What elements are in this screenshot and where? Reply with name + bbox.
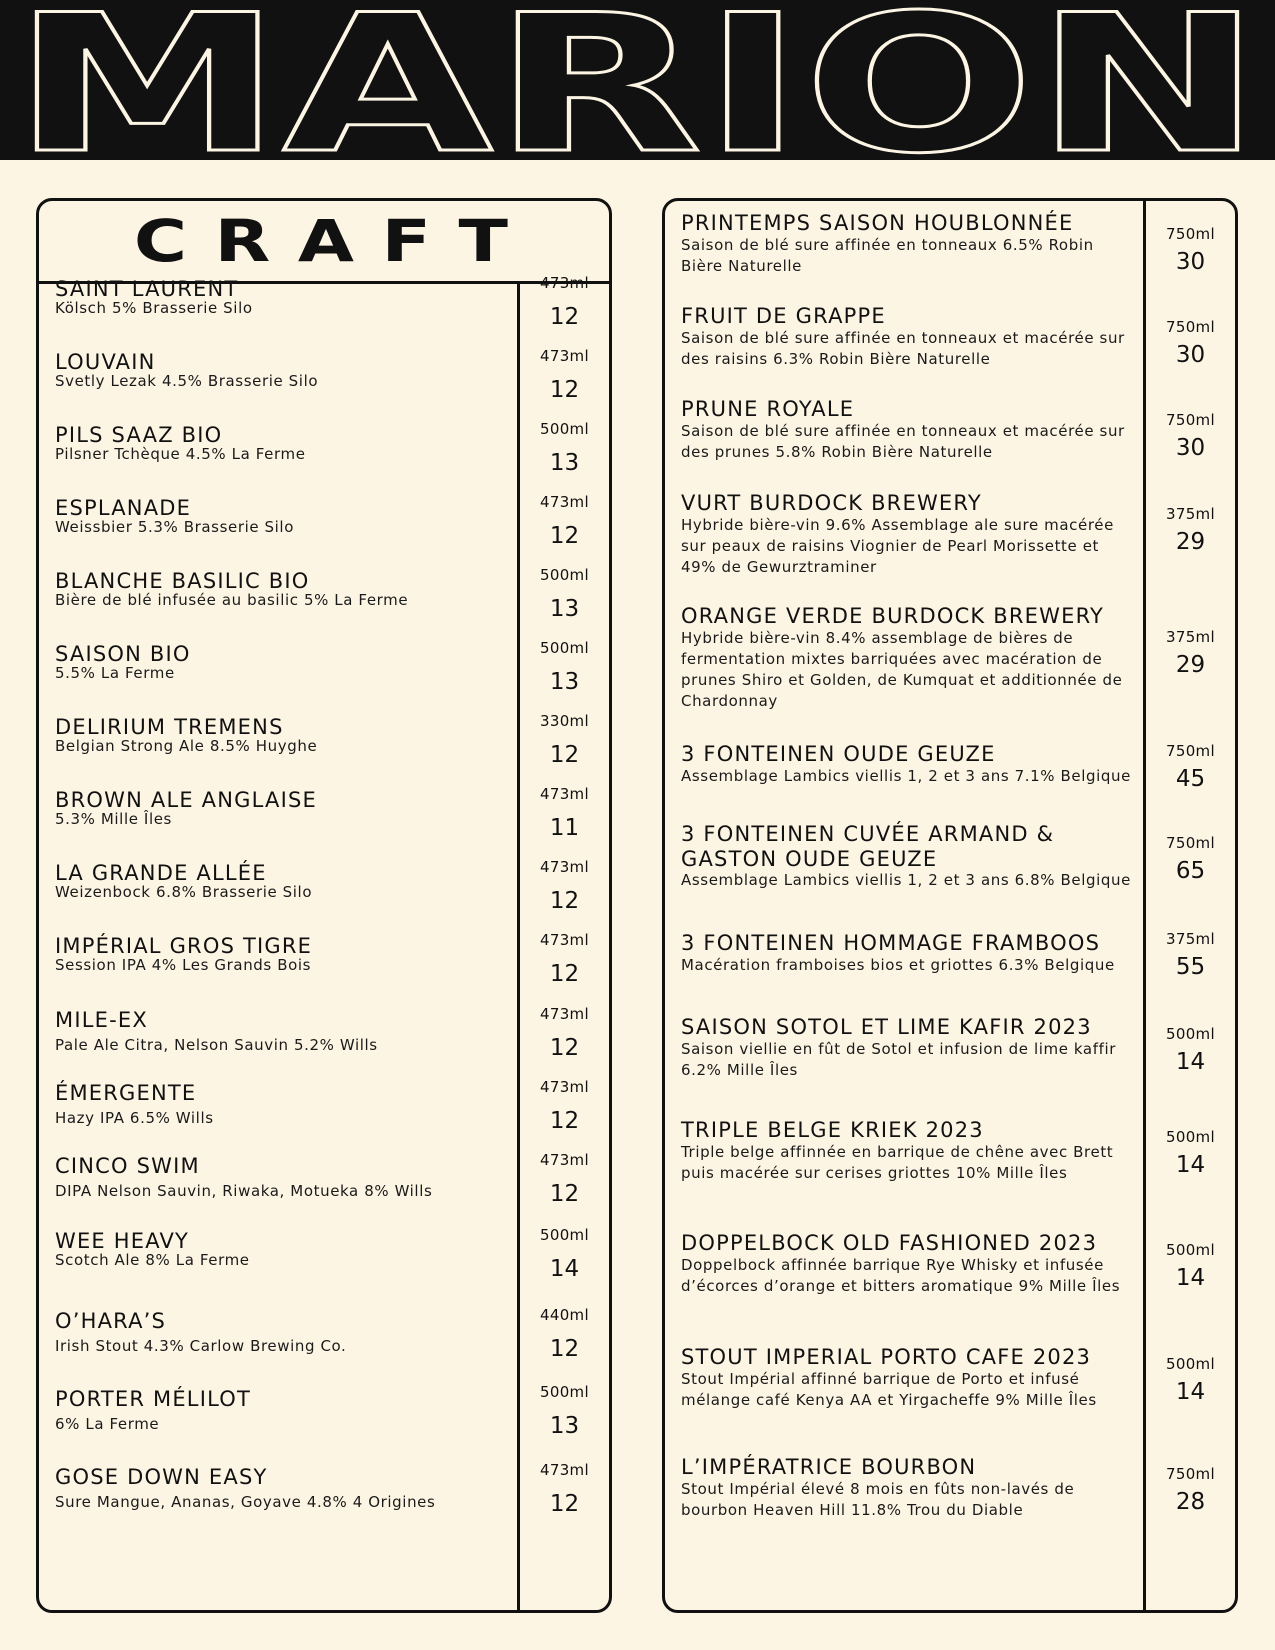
beer-description: Kölsch 5% Brasserie Silo <box>55 299 253 317</box>
beer-description: Saison de blé sure affinée en tonneaux et macérée sur des raisins 6.3% Robin Bière Naturelle <box>681 329 1125 368</box>
beer-name: PORTER MÉLILOT <box>55 1387 252 1411</box>
beer-name: CINCO SWIM <box>55 1154 200 1178</box>
beer-name: TRIPLE BELGE KRIEK 2023 <box>681 1118 984 1142</box>
beer-description: Stout Impérial élevé 8 mois en fûts non-lavés de bourbon Heaven Hill 11.8% Trou du Diable <box>681 1480 1075 1519</box>
volume-label: 750ml <box>1166 411 1215 429</box>
volume-label: 473ml <box>540 931 589 949</box>
volume-label: 473ml <box>540 1005 589 1023</box>
beer-description: Saison de blé sure affinée en tonneaux et macérée sur des prunes 5.8% Robin Bière Naturelle <box>681 422 1125 461</box>
beer-name: PILS SAAZ BIO <box>55 423 223 447</box>
price-label: 12 <box>549 888 580 914</box>
price-label: 28 <box>1175 1489 1206 1515</box>
beer-description: Belgian Strong Ale 8.5% Huyghe <box>55 737 318 755</box>
craft-header <box>39 201 609 284</box>
beer-description: Pilsner Tchèque 4.5% La Ferme <box>55 445 306 463</box>
brand-logo <box>0 0 1275 160</box>
beer-name: 3 FONTEINEN CUVÉE ARMAND & GASTON OUDE GEUZE <box>681 822 1055 871</box>
price-label: 12 <box>549 377 580 403</box>
price-label: 12 <box>549 523 580 549</box>
beer-name: DOPPELBOCK OLD FASHIONED 2023 <box>681 1231 1098 1255</box>
beer-description: 5.3% Mille Îles <box>55 810 172 828</box>
price-label: 12 <box>549 1181 580 1207</box>
volume-label: 473ml <box>540 347 589 365</box>
volume-label: 500ml <box>540 566 589 584</box>
price-label: 13 <box>549 669 580 695</box>
volume-label: 500ml <box>1166 1355 1215 1373</box>
beer-description: Hybride bière-vin 8.4% assemblage de bières de fermentation mixtes barriquées avec macération de prunes Shiro et Golden, de Kumquat et additionnée de Chardonnay <box>681 629 1123 710</box>
volume-label: 500ml <box>540 639 589 657</box>
price-label: 13 <box>549 450 580 476</box>
price-label: 29 <box>1175 529 1206 555</box>
beer-name: DELIRIUM TREMENS <box>55 715 284 739</box>
beer-name: IMPÉRIAL GROS TIGRE <box>55 934 313 958</box>
price-label: 13 <box>549 596 580 622</box>
volume-label: 500ml <box>540 420 589 438</box>
brand-name: MARION <box>12 0 1262 160</box>
beer-description: Weissbier 5.3% Brasserie Silo <box>55 518 294 536</box>
beer-description: Svetly Lezak 4.5% Brasserie Silo <box>55 372 319 390</box>
beer-description: Assemblage Lambics viellis 1, 2 et 3 ans 6.8% Belgique <box>681 871 1131 889</box>
section-title: CRAFT <box>134 207 536 275</box>
beer-description: Scotch Ale 8% La Ferme <box>55 1251 250 1269</box>
volume-label: 473ml <box>540 1461 589 1479</box>
price-label: 29 <box>1175 652 1206 678</box>
beer-description: Hybride bière-vin 9.6% Assemblage ale sure macérée sur peaux de raisins Viognier de Pearl Morissette et 49% de Gewurztraminer <box>681 516 1114 576</box>
volume-label: 330ml <box>540 712 589 730</box>
price-label: 11 <box>549 815 580 841</box>
beer-name: LA GRANDE ALLÉE <box>55 861 267 885</box>
beer-name: MILE-EX <box>55 1008 148 1032</box>
volume-label: 473ml <box>540 1078 589 1096</box>
price-label: 30 <box>1175 342 1206 368</box>
beer-description: Saison de blé sure affinée en tonneaux 6.5% Robin Bière Naturelle <box>681 236 1094 275</box>
beer-name: VURT BURDOCK BREWERY <box>681 491 982 515</box>
price-label: 12 <box>549 1035 580 1061</box>
price-label: 14 <box>1175 1152 1206 1178</box>
price-label: 14 <box>549 1256 580 1282</box>
price-label: 30 <box>1175 249 1206 275</box>
volume-label: 750ml <box>1166 834 1215 852</box>
beer-name: L’IMPÉRATRICE BOURBON <box>681 1455 977 1479</box>
volume-label: 440ml <box>540 1306 589 1324</box>
volume-label: 473ml <box>540 274 589 292</box>
beer-name: WEE HEAVY <box>55 1229 190 1253</box>
volume-label: 375ml <box>1166 628 1215 646</box>
brand-banner <box>0 0 1275 160</box>
volume-label: 500ml <box>1166 1241 1215 1259</box>
beer-description: Stout Impérial affinné barrique de Porto et infusé mélange café Kenya AA et Yirgacheffe 9% Mille Îles <box>681 1370 1097 1409</box>
volume-label: 473ml <box>540 785 589 803</box>
beer-description: Macération framboises bios et griottes 6.3% Belgique <box>681 956 1115 974</box>
beer-name: STOUT IMPERIAL PORTO CAFE 2023 <box>681 1345 1092 1369</box>
price-label: 65 <box>1175 858 1206 884</box>
beer-name: ÉMERGENTE <box>55 1081 197 1105</box>
beer-name: ESPLANADE <box>55 496 192 520</box>
beer-description: Pale Ale Citra, Nelson Sauvin 5.2% Wills <box>55 1036 378 1054</box>
beer-name: PRUNE ROYALE <box>681 397 855 421</box>
beer-description: Weizenbock 6.8% Brasserie Silo <box>55 883 313 901</box>
volume-label: 750ml <box>1166 318 1215 336</box>
volume-label: 750ml <box>1166 742 1215 760</box>
volume-label: 750ml <box>1166 225 1215 243</box>
price-label: 14 <box>1175 1265 1206 1291</box>
volume-label: 500ml <box>1166 1025 1215 1043</box>
price-label: 12 <box>549 742 580 768</box>
volume-label: 375ml <box>1166 930 1215 948</box>
price-label: 12 <box>549 304 580 330</box>
price-label: 30 <box>1175 435 1206 461</box>
beer-description: 5.5% La Ferme <box>55 664 175 682</box>
beer-name: LOUVAIN <box>55 350 156 374</box>
beer-description: Hazy IPA 6.5% Wills <box>55 1109 214 1127</box>
beer-description: Triple belge affinnée en barrique de chêne avec Brett puis macérée sur cerises griottes 10% Mille Îles <box>681 1143 1114 1182</box>
volume-label: 750ml <box>1166 1465 1215 1483</box>
beer-description: Doppelbock affinnée barrique Rye Whisky et infusée d’écorces d’orange et bitters aromatique 9% Mille Îles <box>681 1256 1121 1295</box>
beer-description: Assemblage Lambics viellis 1, 2 et 3 ans 7.1% Belgique <box>681 767 1131 785</box>
beer-description: Sure Mangue, Ananas, Goyave 4.8% 4 Origines <box>55 1493 436 1511</box>
beer-name: SAISON SOTOL ET LIME KAFIR 2023 <box>681 1015 1092 1039</box>
price-label: 55 <box>1175 954 1206 980</box>
beer-name: BROWN ALE ANGLAISE <box>55 788 317 812</box>
beer-name: GOSE DOWN EASY <box>55 1465 268 1489</box>
beer-description: Saison viellie en fût de Sotol et infusion de lime kaffir 6.2% Mille Îles <box>681 1040 1117 1079</box>
price-label: 14 <box>1175 1049 1206 1075</box>
craft-menu-panel <box>36 198 612 1613</box>
beer-name: 3 FONTEINEN HOMMAGE FRAMBOOS <box>681 931 1101 955</box>
beer-name: FRUIT DE GRAPPE <box>681 304 886 328</box>
beer-name: 3 FONTEINEN OUDE GEUZE <box>681 742 996 766</box>
volume-label: 473ml <box>540 1151 589 1169</box>
volume-label: 500ml <box>1166 1128 1215 1146</box>
volume-label: 375ml <box>1166 505 1215 523</box>
beer-description: Session IPA 4% Les Grands Bois <box>55 956 312 974</box>
specialty-menu-panel <box>662 198 1238 1613</box>
price-label: 12 <box>549 1336 580 1362</box>
beer-name: BLANCHE BASILIC BIO <box>55 569 310 593</box>
beer-name: PRINTEMPS SAISON HOUBLONNÉE <box>681 211 1074 235</box>
beer-description: 6% La Ferme <box>55 1415 160 1433</box>
beer-description: DIPA Nelson Sauvin, Riwaka, Motueka 8% Wills <box>55 1182 433 1200</box>
beer-name: O’HARA’S <box>55 1309 167 1333</box>
price-label: 12 <box>549 1108 580 1134</box>
beer-description: Bière de blé infusée au basilic 5% La Ferme <box>55 591 409 609</box>
volume-label: 473ml <box>540 858 589 876</box>
volume-label: 500ml <box>540 1383 589 1401</box>
beer-name: SAISON BIO <box>55 642 191 666</box>
price-label: 12 <box>549 961 580 987</box>
price-label: 12 <box>549 1491 580 1517</box>
price-label: 14 <box>1175 1379 1206 1405</box>
beer-description: Irish Stout 4.3% Carlow Brewing Co. <box>55 1337 347 1355</box>
price-label: 45 <box>1175 766 1206 792</box>
price-label: 13 <box>549 1413 580 1439</box>
volume-label: 473ml <box>540 493 589 511</box>
beer-name: ORANGE VERDE BURDOCK BREWERY <box>681 604 1105 628</box>
beer-name: SAINT LAURENT <box>55 277 239 301</box>
volume-label: 500ml <box>540 1226 589 1244</box>
